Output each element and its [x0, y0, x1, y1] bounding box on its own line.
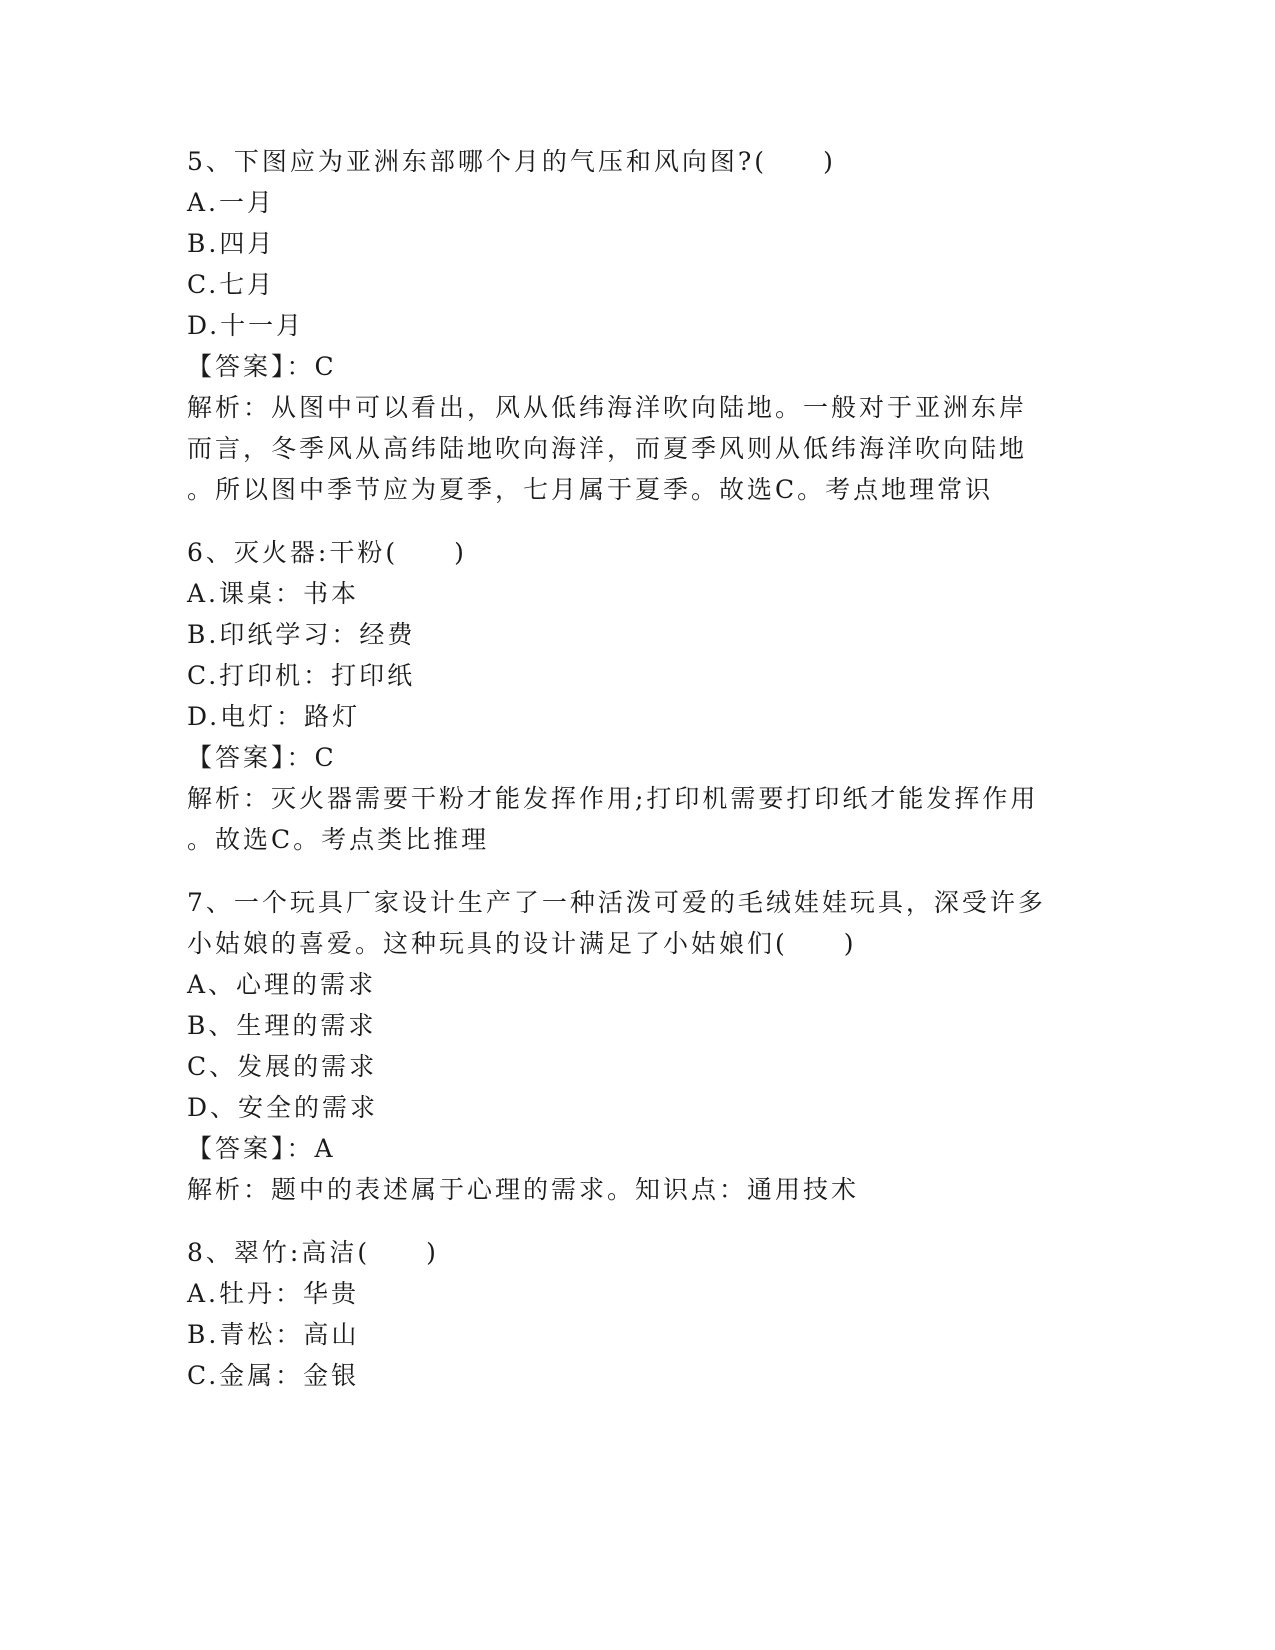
question-7-option-b: B、生理的需求: [187, 1011, 377, 1040]
question-6-answer: 【答案】：C: [187, 743, 337, 772]
question-5-option-d: D.十一月: [187, 311, 305, 340]
question-7-answer: 【答案】：A: [187, 1134, 336, 1163]
question-8-option-c: C.金属：金银: [187, 1361, 360, 1390]
question-5-explanation-line-1: 解析：从图中可以看出，风从低纬海洋吹向陆地。一般对于亚洲东岸: [187, 393, 1028, 422]
question-7-option-a: A、心理的需求: [187, 970, 377, 999]
question-6-stem: 6、灭火器:干粉( ): [187, 538, 467, 567]
question-6-explanation-line-2: 。故选C。考点类比推理: [187, 825, 490, 854]
question-8-option-b: B.青松：高山: [187, 1320, 360, 1349]
question-5-option-b: B.四月: [187, 229, 276, 258]
question-6-option-c: C.打印机：打印纸: [187, 661, 416, 690]
question-5-explanation-line-3: 。所以图中季节应为夏季，七月属于夏季。故选C。考点地理常识: [187, 475, 994, 504]
question-7-stem-line-1: 7、一个玩具厂家设计生产了一种活泼可爱的毛绒娃娃玩具，深受许多: [187, 888, 1046, 917]
question-7-stem-line-2: 小姑娘的喜爱。这种玩具的设计满足了小姑娘们( ): [187, 929, 857, 958]
question-7-option-d: D、安全的需求: [187, 1093, 379, 1122]
question-5-option-c: C.七月: [187, 270, 276, 299]
question-5-answer: 【答案】：C: [187, 352, 337, 381]
question-6-option-d: D.电灯：路灯: [187, 702, 361, 731]
question-5-stem: 5、下图应为亚洲东部哪个月的气压和风向图?( ): [187, 147, 836, 176]
question-8-stem: 8、翠竹:高洁( ): [187, 1238, 439, 1267]
question-8-option-a: A.牡丹：华贵: [187, 1279, 360, 1308]
question-7-explanation-line-1: 解析：题中的表述属于心理的需求。知识点：通用技术: [187, 1175, 860, 1204]
question-6-option-b: B.印纸学习：经费: [187, 620, 416, 649]
question-5-explanation-line-2: 而言，冬季风从高纬陆地吹向海洋，而夏季风则从低纬海洋吹向陆地: [187, 434, 1028, 463]
question-5-option-a: A.一月: [187, 188, 276, 217]
question-7-option-c: C、发展的需求: [187, 1052, 378, 1081]
question-6-explanation-line-1: 解析：灭火器需要干粉才能发挥作用;打印机需要打印纸才能发挥作用: [187, 784, 1039, 813]
question-6-option-a: A.课桌：书本: [187, 579, 360, 608]
